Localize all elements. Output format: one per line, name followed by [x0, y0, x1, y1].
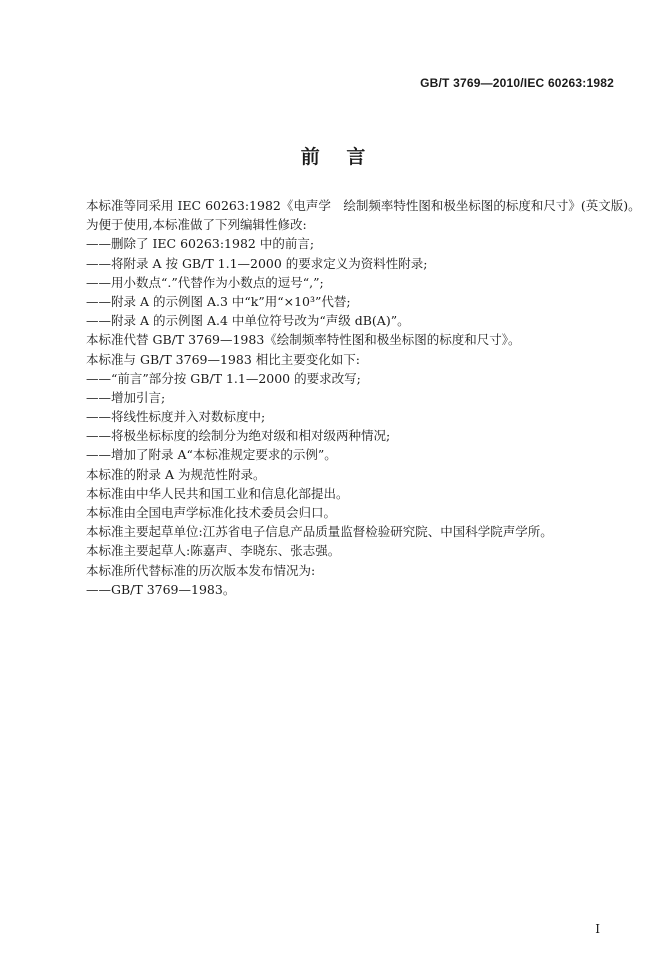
text-line: 本标准由中华人民共和国工业和信息化部提出。 — [86, 485, 349, 501]
text-line: 本标准代替 GB/T 3769—1983《绘制频率特性图和极坐标图的标度和尺寸》。 — [86, 332, 521, 348]
list-item: ——删除了 IEC 60263:1982 中的前言; — [86, 236, 315, 252]
list-item: ——用小数点“.”代替作为小数点的逗号“,”; — [86, 274, 324, 290]
list-item: ——将线性标度并入对数标度中; — [86, 409, 266, 425]
text-line: 本标准的附录 A 为规范性附录。 — [86, 466, 266, 482]
list-item: ——将极坐标标度的绘制分为绝对级和相对级两种情况; — [86, 428, 391, 444]
list-item: ——增加了附录 A“本标准规定要求的示例”。 — [86, 447, 337, 463]
standard-code: GB/T 3769—2010/IEC 60263:1982 — [420, 76, 614, 90]
text-line: 本标准等同采用 IEC 60263:1982《电声学 绘制频率特性图和极坐标图的标度和尺寸》(英文版)。 — [86, 198, 641, 213]
list-item: ——附录 A 的示例图 A.3 中“k”用“×10³”代替; — [86, 293, 351, 309]
text-line: 为便于使用,本标准做了下列编辑性修改: — [86, 217, 307, 233]
list-item: ——“前言”部分按 GB/T 1.1—2000 的要求改写; — [86, 370, 361, 386]
text-line: 本标准主要起草人:陈嘉声、李晓东、张志强。 — [86, 543, 341, 559]
list-item: ——增加引言; — [86, 389, 166, 405]
text-line: 本标准与 GB/T 3769—1983 相比主要变化如下: — [86, 351, 360, 367]
list-item: ——GB/T 3769—1983。 — [86, 581, 236, 597]
text-line: 本标准由全国电声学标准化技术委员会归口。 — [86, 505, 337, 520]
page-title: 前 言 — [300, 146, 370, 168]
page-number: I — [595, 922, 600, 936]
list-item: ——将附录 A 按 GB/T 1.1—2000 的要求定义为资料性附录; — [86, 255, 428, 271]
list-item: ——附录 A 的示例图 A.4 中单位符号改为“声级 dB(A)”。 — [86, 313, 410, 329]
preface-body — [86, 196, 641, 599]
text-line: 本标准所代替标准的历次版本发布情况为: — [86, 562, 316, 578]
text-line: 本标准主要起草单位:江苏省电子信息产品质量监督检验研究院、中国科学院声学所。 — [86, 524, 553, 540]
